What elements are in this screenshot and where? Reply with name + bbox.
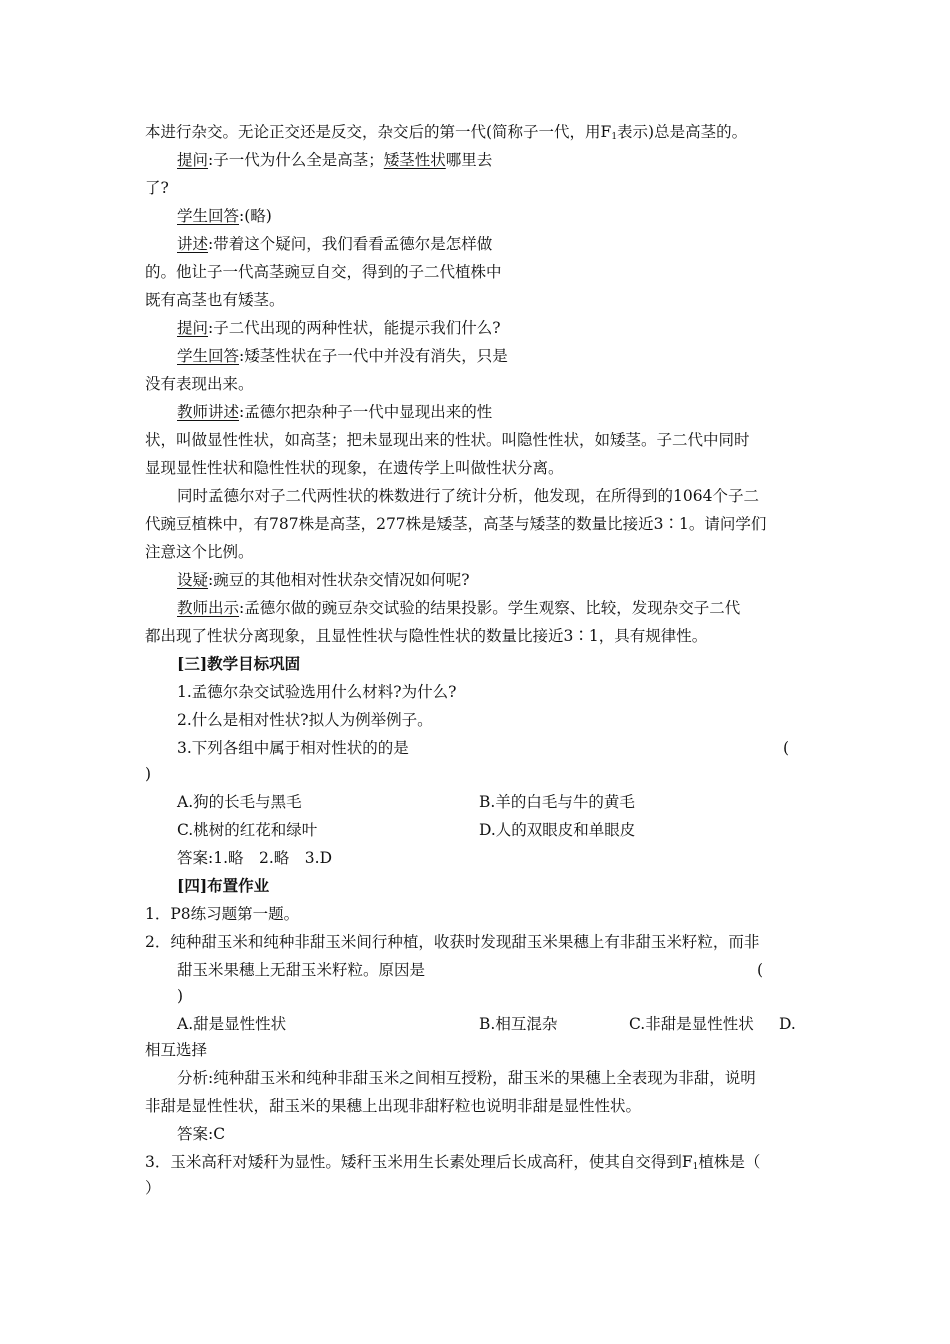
option-c: C.桃树的红花和绿叶	[177, 821, 318, 839]
answer-paren-open: (	[757, 961, 764, 979]
text-line: 分析:纯种甜玉米和纯种非甜玉米之间相互授粉，甜玉米的果穗上全表现为非甜，说明	[177, 1069, 756, 1087]
label-teacher-narration: 教师讲述	[177, 403, 240, 421]
text-line: 讲述:带着这个疑问，我们看看孟德尔是怎样做	[177, 235, 493, 253]
link-dwarf-trait: 矮茎性状	[383, 151, 446, 169]
label-question: 提问	[177, 319, 209, 337]
text-line: 提问:子一代为什么全是高茎；矮茎性状哪里去	[177, 151, 493, 169]
answer-paren-close: ）	[145, 1179, 161, 1197]
option-d: D.人的双眼皮和单眼皮	[479, 821, 636, 839]
text-line: 都出现了性状分离现象，且显性性状与隐性性状的数量比接近3∶1，具有规律性。	[145, 627, 708, 645]
text-line: 本进行杂交。无论正交还是反交，杂交后的第一代(简称子一代，用$F_1$表示)总是高茎的。	[145, 123, 748, 142]
exercise-item: 2.什么是相对性状?拟人为例举例子。	[177, 711, 433, 729]
text-line: 了?	[145, 179, 169, 197]
answer-line: 答案:C	[177, 1125, 226, 1143]
text-line: 状，叫做显性性状，如高茎；把未显现出来的性状。叫隐性性状，如矮茎。子二代中同时	[145, 431, 750, 449]
option-b: B.羊的白毛与牛的黄毛	[479, 793, 635, 811]
option-c: C.非甜是显性性状	[629, 1015, 754, 1033]
option-a: A.狗的长毛与黑毛	[177, 793, 302, 811]
label-student-answer: 学生回答	[177, 207, 240, 225]
text-line: 没有表现出来。	[145, 375, 254, 393]
text-line: 的。他让子一代高茎豌豆自交，得到的子二代植株中	[145, 263, 502, 281]
section-heading: [四]布置作业	[177, 876, 270, 895]
label-narration: 讲述	[177, 235, 209, 253]
homework-item: 3．玉米高秆对矮秆为显性。矮秆玉米用生长素处理后长成高秆，使其自交得到$F_1$植株是（	[145, 1153, 761, 1172]
option-d: D.	[779, 1015, 796, 1033]
text-line: 甜玉米果穗上无甜玉米籽粒。原因是	[177, 961, 426, 979]
text-line: 注意这个比例。	[145, 543, 254, 561]
text-line: 提问:子二代出现的两种性状，能提示我们什么?	[177, 319, 501, 337]
exercise-item: 1.孟德尔杂交试验选用什么材料?为什么?	[177, 683, 457, 701]
text-line: 设疑:豌豆的其他相对性状杂交情况如何呢?	[177, 571, 470, 589]
text-line: 教师讲述:孟德尔把杂种子一代中显现出来的性	[177, 403, 493, 421]
text-line: 学生回答:(略)	[177, 207, 272, 225]
label-question-raise: 设疑	[177, 571, 209, 589]
text-line: 教师出示:孟德尔做的豌豆杂交试验的结果投影。学生观察、比较，发现杂交子二代	[177, 599, 741, 617]
label-teacher-show: 教师出示	[177, 599, 240, 617]
label-student-answer: 学生回答	[177, 347, 240, 365]
answer-paren-close: )	[145, 765, 152, 783]
label-question: 提问	[177, 151, 209, 169]
option-a: A.甜是显性性状	[177, 1015, 287, 1033]
homework-item: 1．P8练习题第一题。	[145, 905, 300, 923]
text-line: 非甜是显性性状，甜玉米的果穗上出现非甜籽粒也说明非甜是显性性状。	[145, 1097, 642, 1115]
answer-line: 答案:1.略 2.略 3.D	[177, 849, 333, 867]
option-d-text: 相互选择	[145, 1041, 208, 1059]
answer-paren-open: (	[783, 739, 790, 757]
homework-item: 2．纯种甜玉米和纯种非甜玉米间行种植，收获时发现甜玉米果穗上有非甜玉米籽粒，而非	[145, 933, 760, 951]
text-line: 显现显性性状和隐性性状的现象，在遗传学上叫做性状分离。	[145, 459, 564, 477]
text-line: 学生回答:矮茎性状在子一代中并没有消失，只是	[177, 347, 508, 365]
option-b: B.相互混杂	[479, 1015, 558, 1033]
text-line: 既有高茎也有矮茎。	[145, 291, 285, 309]
exercise-item: 3.下列各组中属于相对性状的的是	[177, 739, 409, 757]
section-heading: [三]教学目标巩固	[177, 654, 301, 673]
answer-paren-close: )	[177, 987, 184, 1005]
text-line: 同时孟德尔对子二代两性状的株数进行了统计分析，他发现，在所得到的1064个子二	[177, 487, 759, 505]
text-line: 代豌豆植株中，有787株是高茎，277株是矮茎，高茎与矮茎的数量比接近3∶1。请问学们	[145, 515, 767, 533]
